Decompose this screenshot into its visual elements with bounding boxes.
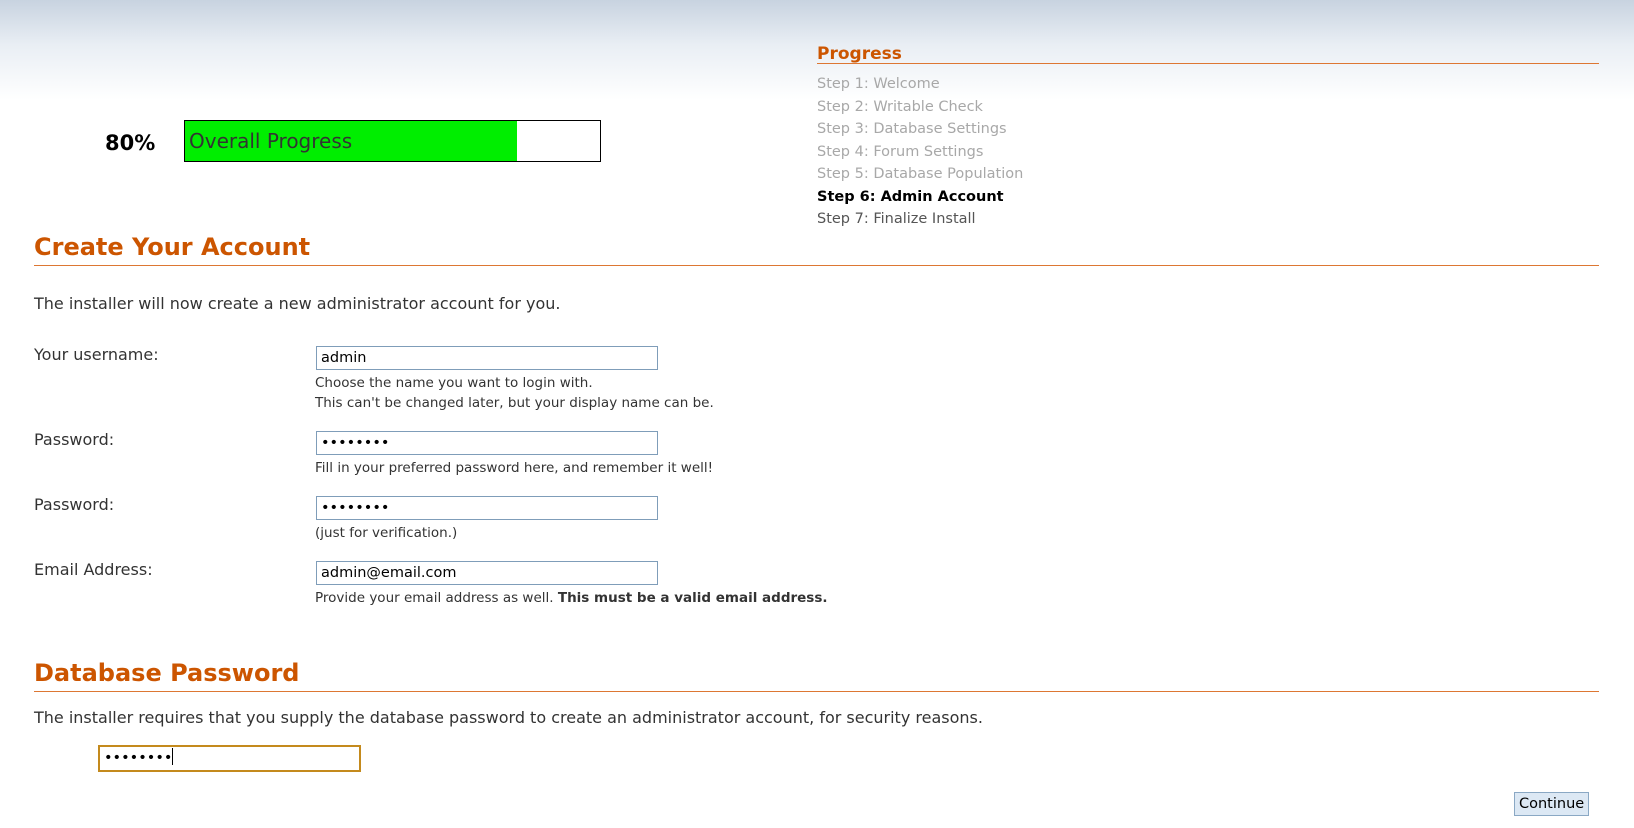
- password-confirm-label: Password:: [34, 495, 115, 514]
- continue-button[interactable]: Continue: [1514, 792, 1589, 816]
- email-label: Email Address:: [34, 560, 153, 579]
- progress-panel-title: Progress: [817, 44, 902, 64]
- step-item: Step 5: Database Population: [817, 166, 1024, 182]
- database-password-value: ••••••••: [104, 750, 173, 766]
- password-confirm-help: (just for verification.): [315, 525, 458, 541]
- database-section-heading: Database Password: [34, 659, 300, 687]
- username-help-2: This can't be changed later, but your display name can be.: [315, 395, 714, 411]
- step-item: Step 2: Writable Check: [817, 98, 983, 115]
- username-label: Your username:: [34, 345, 159, 364]
- database-password-input[interactable]: [98, 745, 361, 772]
- step-item-current: Step 6: Admin Account: [817, 188, 1004, 205]
- account-section-divider: [34, 265, 1599, 266]
- database-intro-text: The installer requires that you supply the database password to create an administrator account, for security reasons.: [34, 708, 983, 727]
- progress-percent: 80%: [105, 131, 156, 155]
- email-help-requirement: This must be a valid email address.: [557, 590, 828, 606]
- progress-panel-divider: [817, 63, 1599, 64]
- step-item: Step 3: Database Settings: [817, 121, 1007, 137]
- text-caret: [172, 748, 173, 765]
- step-item: Step 4: Forum Settings: [817, 143, 984, 160]
- database-section-divider: [34, 691, 1599, 692]
- account-section-heading: Create Your Account: [34, 233, 311, 261]
- email-help-text: Provide your email address as well.: [315, 590, 554, 606]
- password-help: Fill in your preferred password here, and remember it well!: [315, 460, 714, 476]
- overall-progress-bar: [184, 120, 601, 162]
- password-confirm-input[interactable]: ••••••••: [316, 496, 658, 520]
- progress-bar-label: Overall Progress: [189, 129, 353, 153]
- username-help-1: Choose the name you want to login with.: [315, 375, 593, 391]
- username-input[interactable]: admin: [316, 346, 658, 370]
- account-intro-text: The installer will now create a new administrator account for you.: [34, 294, 561, 313]
- password-label: Password:: [34, 430, 115, 449]
- step-item: Step 7: Finalize Install: [817, 211, 976, 227]
- password-input[interactable]: ••••••••: [316, 431, 658, 455]
- step-list: [817, 73, 1023, 231]
- email-help: [315, 588, 828, 608]
- step-item: Step 1: Welcome: [817, 76, 940, 92]
- email-input[interactable]: admin@email.com: [316, 561, 658, 585]
